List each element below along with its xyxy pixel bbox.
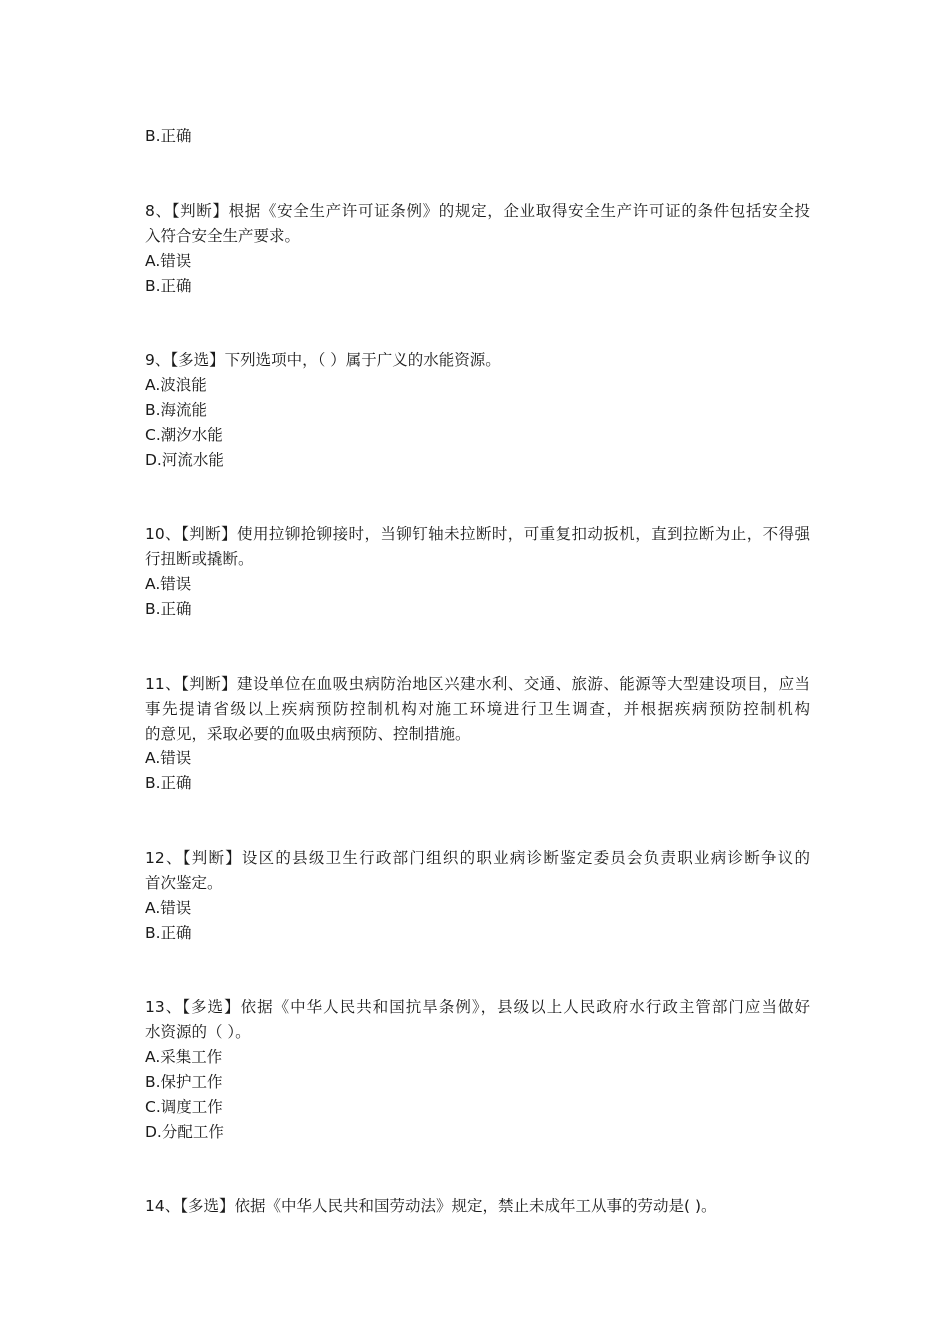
q13-option-b: B.保护工作 — [145, 1073, 223, 1091]
q11-option-a: A.错误 — [145, 749, 192, 767]
q12-option-b: B.正确 — [145, 924, 192, 942]
q8-stem-line-2: 入符合安全生产要求。 — [145, 227, 301, 245]
q13-stem-line-2: 水资源的（ ）。 — [145, 1023, 251, 1041]
q11-option-b: B.正确 — [145, 774, 192, 792]
q10-option-b: B.正确 — [145, 600, 192, 618]
q8-option-b: B.正确 — [145, 277, 192, 295]
q12-option-a: A.错误 — [145, 899, 192, 917]
q9-option-b: B.海流能 — [145, 401, 208, 419]
q13-option-a: A.采集工作 — [145, 1048, 223, 1066]
q10-stem-line-2: 行扭断或撬断。 — [145, 550, 254, 568]
q10-option-a: A.错误 — [145, 575, 192, 593]
q10-stem-line-1: 10、【判断】使用拉铆抢铆接时，当铆钉轴未拉断时，可重复扣动扳机，直到拉断为止，不得强 — [145, 525, 810, 543]
q9-option-c: C.潮汐水能 — [145, 426, 223, 444]
q13-option-d: D.分配工作 — [145, 1123, 224, 1141]
q11-stem-line-1: 11、【判断】建设单位在血吸虫病防治地区兴建水利、交通、旅游、能源等大型建设项目，应当 — [145, 675, 810, 693]
q11-stem-line-2: 事先提请省级以上疾病预防控制机构对施工环境进行卫生调查，并根据疾病预防控制机构 — [145, 700, 810, 718]
q14-stem-line-1: 14、【多选】依据《中华人民共和国劳动法》规定，禁止未成年工从事的劳动是( )。 — [145, 1197, 717, 1215]
q12-stem-line-1: 12、【判断】设区的县级卫生行政部门组织的职业病诊断鉴定委员会负责职业病诊断争议的 — [145, 849, 810, 867]
q8-option-a: A.错误 — [145, 252, 192, 270]
q12-stem-line-2: 首次鉴定。 — [145, 874, 223, 892]
q9-stem-line-1: 9、【多选】下列选项中，（ ）属于广义的水能资源。 — [145, 351, 501, 369]
q8-stem-line-1: 8、【判断】根据《安全生产许可证条例》的规定，企业取得安全生产许可证的条件包括安全投 — [145, 202, 810, 220]
q11-stem-line-3: 的意见，采取必要的血吸虫病预防、控制措施。 — [145, 725, 471, 743]
q13-stem-line-1: 13、【多选】依据《中华人民共和国抗旱条例》，县级以上人民政府水行政主管部门应当做好 — [145, 998, 810, 1016]
q13-option-c: C.调度工作 — [145, 1098, 223, 1116]
q7-option-b: B.正确 — [145, 127, 192, 145]
q9-option-d: D.河流水能 — [145, 451, 224, 469]
q9-option-a: A.波浪能 — [145, 376, 207, 394]
